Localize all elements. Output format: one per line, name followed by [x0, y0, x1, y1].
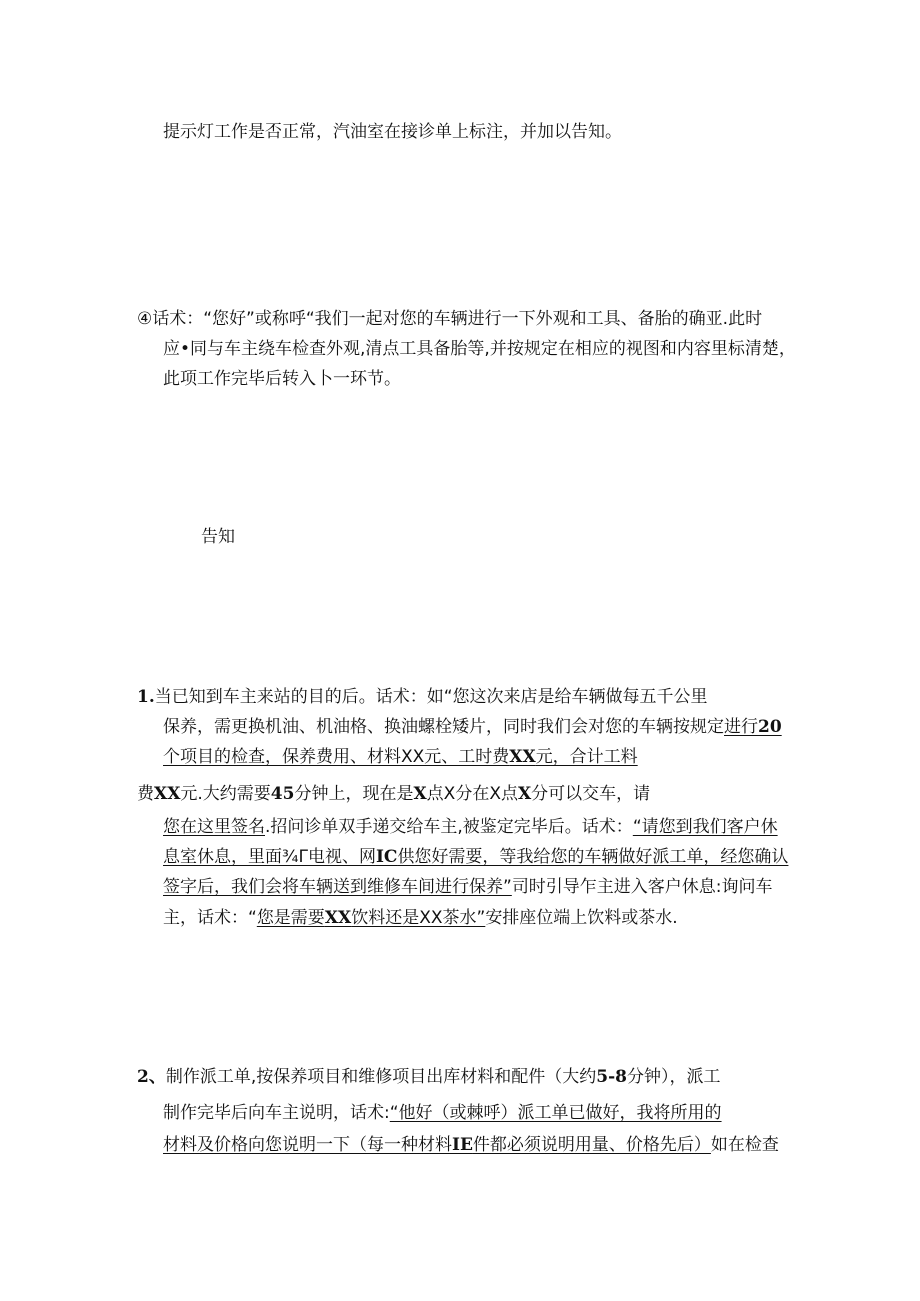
item1-text-4c: 元.大约需要 — [180, 784, 271, 804]
item1-line3 — [163, 746, 638, 768]
item1-text-6b: IC — [375, 847, 398, 867]
para2-line1 — [137, 308, 762, 330]
item1-text-4e: 分钟上，现在是 — [294, 784, 414, 804]
item1-text-7a: 签字后，我们会将车辆送到维修车间进行保养” — [163, 877, 512, 897]
para1-text: 提示灯工作是否正常，汽油室在接诊单上标注，并加以告知。 — [163, 122, 622, 142]
item1-line2 — [163, 716, 782, 738]
item1-text-3c: 元，合计工料 — [535, 747, 638, 767]
item2-text-3d: 如在检查 — [710, 1135, 779, 1155]
item2-text-3c: 件都必须说明用量、价格先后） — [472, 1135, 711, 1155]
item1-line7 — [163, 876, 773, 898]
item1-number: 1. — [137, 687, 155, 707]
item1-text-8e: 安排座位端上饮料或茶水. — [485, 908, 678, 928]
para2-line3 — [163, 368, 401, 390]
item2-line1 — [137, 1066, 720, 1088]
item1-text-4f: X — [413, 784, 427, 804]
item2-line2 — [163, 1102, 722, 1124]
item1-text-3a: 个项目的检查，保养费用、材料XX元、工时费 — [163, 747, 510, 767]
item1-line1 — [137, 686, 708, 708]
item1-text-7b: 司时引导乍主进入客户休息:询问车 — [511, 877, 773, 897]
para2-text-3: 此项工作完毕后转入卜一环节。 — [163, 369, 401, 389]
item1-line5 — [163, 816, 778, 838]
item1-text-4i: 分可以交车，请 — [531, 784, 651, 804]
item1-text-4d: 45 — [270, 784, 295, 804]
item1-text-4h: X — [517, 784, 532, 804]
item2-text-3a: 材料及价格向您说明一下（每一种材料 — [163, 1135, 452, 1155]
item1-text-4g: 点X分在X点 — [426, 784, 518, 804]
para2-line2 — [163, 338, 796, 360]
item1-line4 — [137, 783, 650, 805]
item2-text-2a: 制作完毕后向车主说明，话术: — [163, 1103, 390, 1123]
item1-text-2b: 进行 — [724, 717, 758, 737]
item1-line6 — [163, 846, 788, 868]
item2-text-1d: 分钟），派工 — [626, 1067, 721, 1087]
item1-text-5a: 您在这里签名 — [163, 817, 265, 837]
item1-text-5c: “请您到我们客户休 — [632, 817, 778, 837]
item1-text-8b: 您是需要 — [256, 908, 325, 928]
item1-text-1: 当已知到车主来站的目的后。话术：如“您这次来店是给车辆做每五千公里 — [154, 687, 708, 707]
item2-text-1b: 制作派工单,按保养项目和维修项目出库材料和配件（大约 — [165, 1067, 597, 1087]
item1-text-2a: 保养，需更换机油、机油格、换油螺栓矮片，同时我们会对您的车辆按规定 — [163, 717, 724, 737]
item2-number: 2、 — [137, 1067, 166, 1087]
section-heading — [201, 526, 235, 548]
item1-text-2c: 20 — [758, 717, 782, 737]
item1-text-3b: XX — [509, 747, 536, 767]
item1-text-6c: 供您好需要，等我给您的车辆做好派工单，经您确认 — [397, 847, 789, 867]
item1-text-4a: 费 — [137, 784, 154, 804]
para2-text-1: ④话术：“您好”或称呼“我们一起对您的车辆进行一下外观和工具、备胎的确亚.此时 — [137, 309, 763, 329]
para2-text-2: 应•同与车主绕车检查外观,清点工具备胎等,并按规定在相应的视图和内容里标清楚， — [163, 339, 796, 359]
heading-text: 告知 — [201, 527, 235, 547]
item2-text-3b: IE — [452, 1135, 473, 1155]
item1-text-8c: XX — [324, 908, 352, 928]
item2-text-1c: 5-8 — [596, 1067, 627, 1087]
item1-text-6a: 息室休息，里面¾Γ电视、网 — [163, 847, 376, 867]
item2-text-2b: “他好（或棘呼）派工单已做好，我将所用的 — [389, 1103, 722, 1123]
item2-line3 — [163, 1134, 779, 1156]
item1-text-4b: XX — [154, 784, 181, 804]
item1-text-8a: 主，话术：“ — [163, 908, 257, 928]
item1-text-5b: .招问诊单双手递交给车主,被鉴定完毕后。话术： — [265, 817, 633, 837]
item1-text-8d: 饮料还是XX茶水” — [351, 908, 486, 928]
item1-line8 — [163, 907, 678, 929]
para1-line1 — [163, 121, 622, 143]
